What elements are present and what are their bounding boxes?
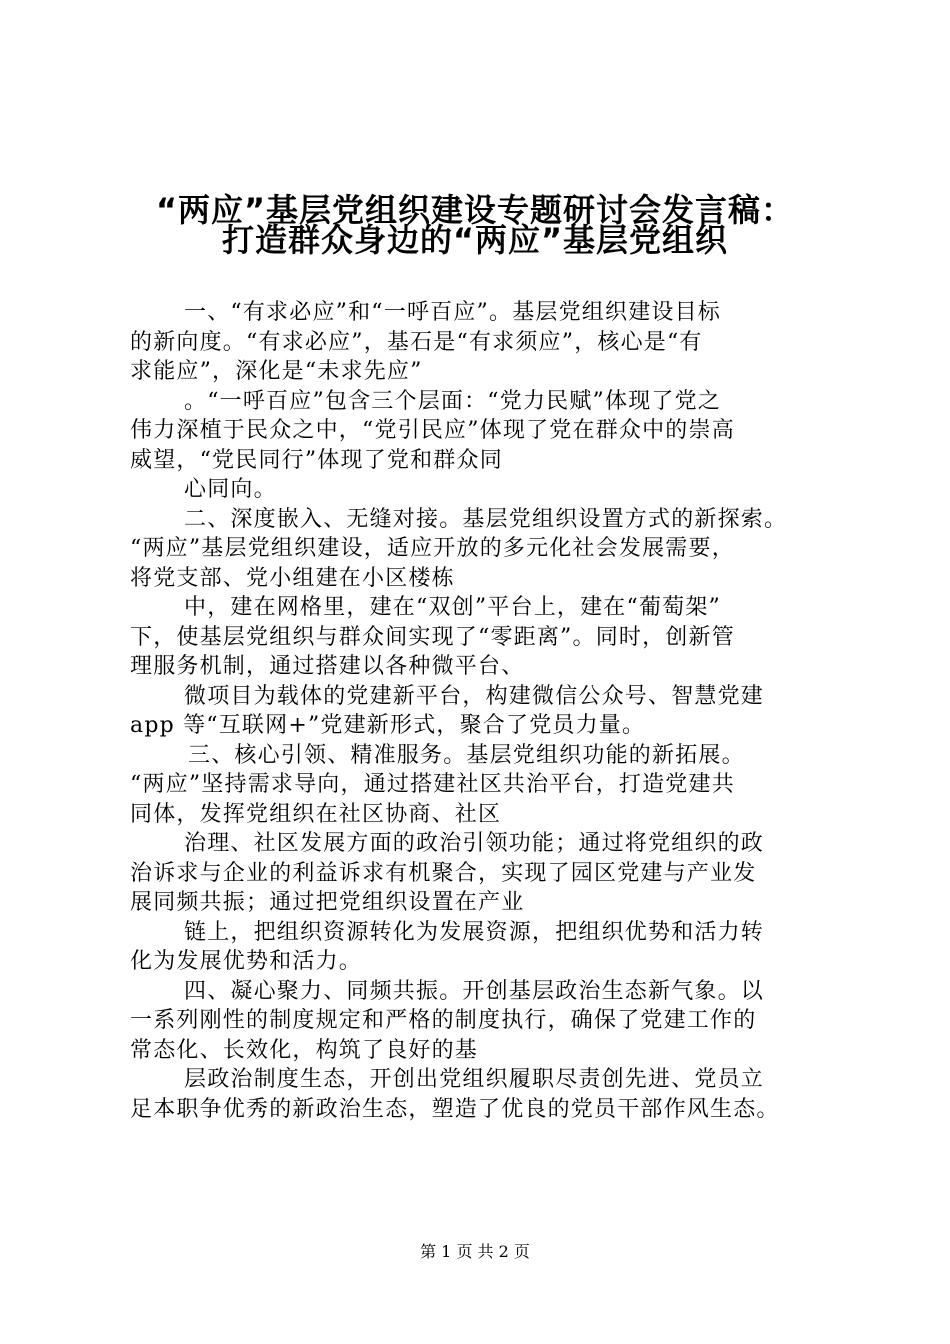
paragraph-line: 一系列刚性的制度规定和严格的制度执行，确保了党建工作的	[130, 1008, 757, 1033]
document-body	[130, 298, 850, 1124]
paragraph-line: 治理、社区发展方面的政治引领功能；通过将党组织的政	[184, 831, 765, 856]
paragraph-line: 展同频共振；通过把党组织设置在产业	[130, 890, 525, 915]
paragraph-line: 化为发展优势和活力。	[130, 949, 363, 974]
page-number-footer: 第 1 页 共 2 页	[420, 1242, 530, 1261]
paragraph-line: 心同向。	[184, 477, 277, 502]
paragraph-line: “两应”坚持需求导向，通过搭建社区共治平台，打造党建共	[130, 772, 735, 797]
paragraph-line: 下，使基层党组织与群众间实现了“零距离”。同时，创新管	[130, 624, 735, 650]
paragraph-line: 四、凝心聚力、同频共振。开创基层政治生态新气象。以	[184, 978, 765, 1004]
paragraph-line: 的新向度。“有求必应”，基石是“有求须应”，核心是“有	[130, 329, 703, 355]
paragraph-line: 微项目为载体的党建新平台，构建微信公众号、智慧党建	[184, 683, 765, 709]
paragraph-line: 链上，把组织资源转化为发展资源，把组织优势和活力转	[184, 919, 765, 945]
document-title-line-2: 打造群众身边的“两应”基层党组织	[221, 221, 729, 259]
paragraph-line: 层政治制度生态，开创出党组织履职尽责创先进、党员立	[184, 1067, 765, 1092]
paragraph-line: 理服务机制，通过搭建以各种微平台、	[130, 654, 525, 679]
paragraph-line: 三、核心引领、精准服务。基层党组织功能的新拓展。	[188, 742, 745, 768]
paragraph-line: 伟力深植于民众之中，“党引民应”体现了党在群众中的崇高	[130, 418, 735, 443]
document-title-line-1: “两应”基层党组织建设专题研讨会发言稿：	[155, 191, 795, 229]
paragraph-line: 将党支部、党小组建在小区楼栋	[130, 565, 455, 591]
paragraph-line: 一、“有求必应”和“一呼百应”。基层党组织建设目标	[184, 300, 721, 325]
paragraph-line: 常态化、长效化，构筑了良好的基	[130, 1037, 479, 1063]
paragraph-line: 治诉求与企业的利益诉求有机聚合，实现了园区党建与产业发	[130, 860, 757, 886]
paragraph-line: app 等“互联网+”党建新形式，聚合了党员力量。	[130, 713, 646, 738]
paragraph-line: 威望，“党民同行”体现了党和群众同	[130, 447, 503, 473]
paragraph-line: 求能应”，深化是“未求先应”	[130, 359, 423, 384]
paragraph-line: 二、深度嵌入、无缝对接。基层党组织设置方式的新探索。	[184, 506, 788, 532]
paragraph-line: “两应”基层党组织建设，适应开放的多元化社会发展需要，	[130, 536, 735, 561]
paragraph-line: 中，建在网格里，建在“双创”平台上，建在“葡萄架”	[184, 595, 721, 620]
paragraph-line: 。“一呼百应”包含三个层面：“党力民赋”体现了党之	[184, 388, 721, 414]
paragraph-line: 足本职争优秀的新政治生态，塑造了优良的党员干部作风生态。	[130, 1096, 780, 1122]
paragraph-line: 同体，发挥党组织在社区协商、社区	[130, 801, 502, 827]
